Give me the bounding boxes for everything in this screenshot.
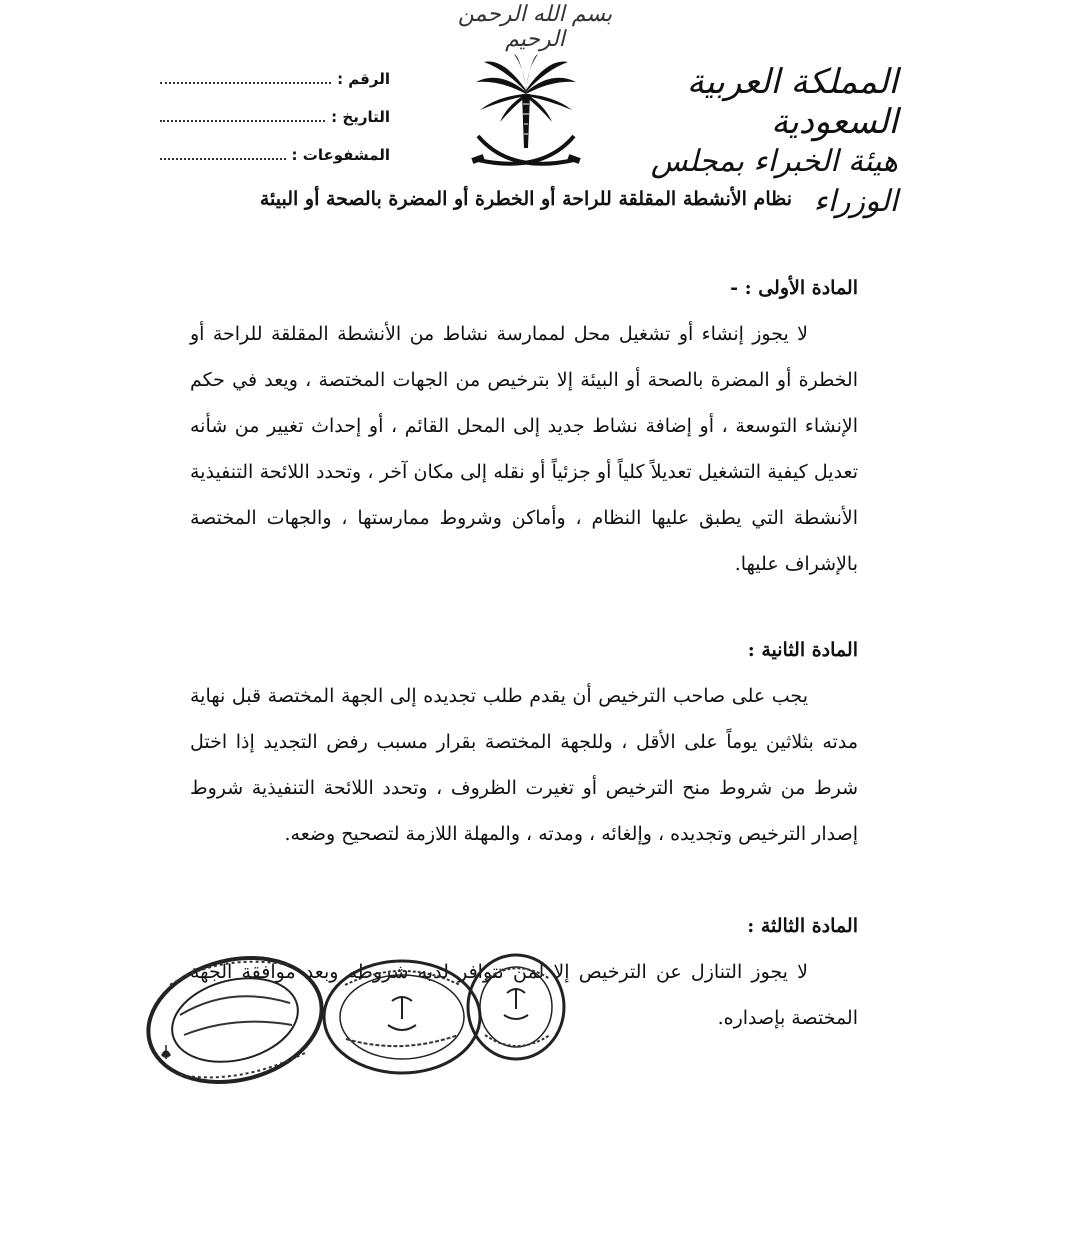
article-1-heading: المادة الأولى : - xyxy=(730,277,858,299)
article-1-text: لا يجوز إنشاء أو تشغيل محل لممارسة نشاط من الأنشطة المقلقة للراحة أو الخطرة أو المضرة بالصحة أو البيئة إلا بترخيص من الجهات المختصة ، ويعد في حكم الإنشاء التوسعة ، أو إضافة نشاط جديد إلى المحل القائم ، أو إحداث تغيير من شأنه تعديل كيفية التشغيل تعديلاً كلياً أو جزئياً أو نقله إلى مكان آخر ، وتحدد اللائحة التنفيذية الأنشطة التي يطبق عليها النظام ، وأماكن وشروط ممارستها ، والجهات المختصة بالإشراف عليها. xyxy=(190,323,858,575)
stamp-cabinet-diwan-icon xyxy=(140,945,335,1090)
document-meta-fields xyxy=(160,60,390,174)
org-line-2: هيئة الخبراء بمجلس الوزراء xyxy=(650,144,898,219)
document-body xyxy=(190,265,858,1041)
meta-attachments-blank xyxy=(160,157,286,160)
meta-attachments-row xyxy=(160,136,390,174)
org-line-1: المملكة العربية السعودية xyxy=(686,62,898,142)
meta-number-label: الرقم : xyxy=(337,70,390,88)
basmala: بسم الله الرحمن الرحيم xyxy=(457,2,613,52)
meta-date-blank xyxy=(160,119,325,122)
stamp-experts-commission-icon xyxy=(324,961,480,1073)
meta-date-label: التاريخ : xyxy=(331,108,390,126)
article-2-heading: المادة الثانية : xyxy=(747,639,858,661)
article-2-text: يجب على صاحب الترخيص أن يقدم طلب تجديده إلى الجهة المختصة قبل نهاية مدته بثلاثين يوماً على الأقل ، وللجهة المختصة بقرار مسبب رفض التجديد إذا اختل شرط من شروط منح الترخيص أو تغيرت الظروف ، وتحدد اللائحة التنفيذية شروط إصدار الترخيص وتجديده ، وإلغائه ، ومدته ، والمهلة اللازمة لتصحيح وضعه. xyxy=(190,685,858,845)
official-stamps xyxy=(140,945,570,1090)
stamp-general-secretariat-icon xyxy=(468,955,564,1059)
meta-number-row xyxy=(160,60,390,98)
article-3-heading: المادة الثالثة : xyxy=(747,915,858,937)
article-3-text: لا يجوز التنازل عن الترخيص إلا لمن تتوافر لديه شروطه وبعد موافقة الجهة المختصة بإصداره. xyxy=(190,961,858,1029)
palm-swords-emblem-icon xyxy=(470,52,582,177)
meta-attachments-label: المشفوعات : xyxy=(291,146,390,164)
meta-date-row xyxy=(160,98,390,136)
meta-number-blank xyxy=(160,81,331,84)
document-title: نظام الأنشطة المقلقة للراحة أو الخطرة أو المضرة بالصحة أو البيئة xyxy=(259,188,792,210)
